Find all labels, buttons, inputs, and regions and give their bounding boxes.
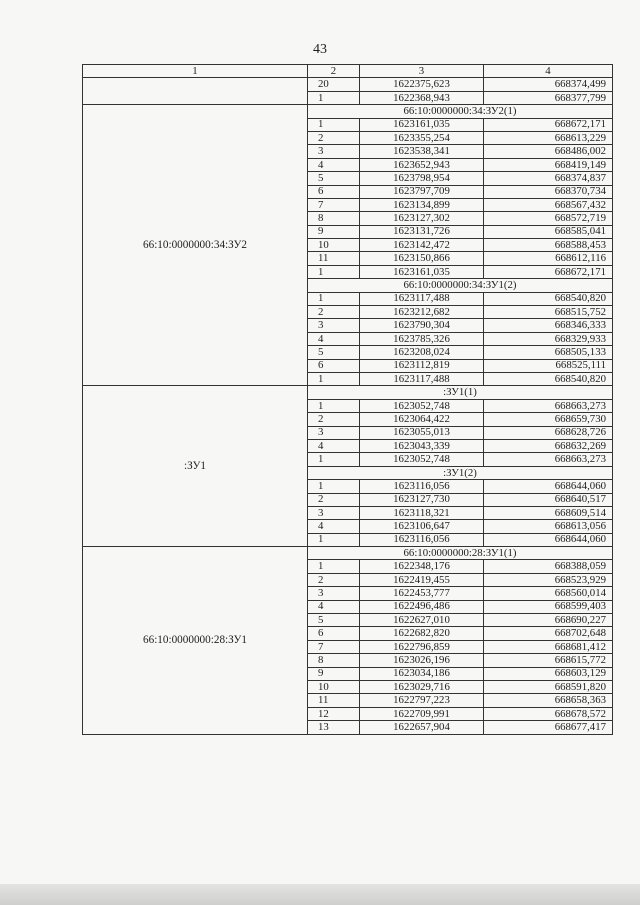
coord-y: 668672,171	[484, 118, 613, 131]
coord-y: 668663,273	[484, 399, 613, 412]
coord-x: 1623134,899	[360, 198, 484, 211]
coord-y: 668632,269	[484, 439, 613, 452]
coord-x: 1623652,943	[360, 158, 484, 171]
coord-y: 668486,002	[484, 145, 613, 158]
coord-x: 1622797,223	[360, 694, 484, 707]
coord-y: 668663,273	[484, 453, 613, 466]
coord-y: 668612,116	[484, 252, 613, 265]
coord-x: 1622419,455	[360, 573, 484, 586]
coord-x: 1622496,486	[360, 600, 484, 613]
coord-y: 668672,171	[484, 265, 613, 278]
point-number: 2	[308, 413, 360, 426]
plot-name: :ЗУ1	[83, 386, 308, 547]
coord-x: 1623355,254	[360, 131, 484, 144]
header-col-3: 3	[360, 65, 484, 78]
point-number: 10	[308, 239, 360, 252]
header-col-2: 2	[308, 65, 360, 78]
coord-x: 1623797,709	[360, 185, 484, 198]
point-number: 7	[308, 640, 360, 653]
point-number: 5	[308, 172, 360, 185]
coord-x: 1623150,866	[360, 252, 484, 265]
coord-x: 1623538,341	[360, 145, 484, 158]
table-header-row	[83, 65, 613, 78]
point-number: 4	[308, 439, 360, 452]
coord-x: 1622348,176	[360, 560, 484, 573]
point-number: 12	[308, 707, 360, 720]
contour-title: 66:10:0000000:28:ЗУ1(1)	[308, 547, 613, 560]
coord-x: 1623034,186	[360, 667, 484, 680]
coord-y: 668613,056	[484, 520, 613, 533]
coord-y: 668329,933	[484, 332, 613, 345]
coord-y: 668515,752	[484, 306, 613, 319]
point-number: 3	[308, 145, 360, 158]
point-number: 13	[308, 721, 360, 734]
coord-y: 668677,417	[484, 721, 613, 734]
point-number: 1	[308, 91, 360, 104]
coord-x: 1623161,035	[360, 265, 484, 278]
coord-y: 668419,149	[484, 158, 613, 171]
coord-x: 1623212,682	[360, 306, 484, 319]
coord-x: 1622709,991	[360, 707, 484, 720]
coord-x: 1623052,748	[360, 399, 484, 412]
coord-x: 1623118,321	[360, 506, 484, 519]
plot-name: 66:10:0000000:28:ЗУ1	[83, 547, 308, 734]
point-number: 11	[308, 694, 360, 707]
point-number: 6	[308, 185, 360, 198]
coord-x: 1622682,820	[360, 627, 484, 640]
coord-y: 668374,837	[484, 172, 613, 185]
coord-y: 668374,499	[484, 78, 613, 91]
coord-y: 668572,719	[484, 212, 613, 225]
coord-x: 1623790,304	[360, 319, 484, 332]
point-number: 4	[308, 332, 360, 345]
coord-x: 1623127,730	[360, 493, 484, 506]
point-number: 1	[308, 118, 360, 131]
coord-y: 668702,648	[484, 627, 613, 640]
coord-y: 668560,014	[484, 587, 613, 600]
coord-x: 1623161,035	[360, 118, 484, 131]
coord-y: 668609,514	[484, 506, 613, 519]
coord-y: 668591,820	[484, 680, 613, 693]
point-number: 1	[308, 533, 360, 546]
coord-y: 668644,060	[484, 533, 613, 546]
plot-name: 66:10:0000000:34:ЗУ2	[83, 105, 308, 386]
point-number: 2	[308, 131, 360, 144]
point-number: 1	[308, 265, 360, 278]
coord-y: 668523,929	[484, 573, 613, 586]
coord-y: 668567,432	[484, 198, 613, 211]
coord-y: 668615,772	[484, 654, 613, 667]
point-number: 5	[308, 346, 360, 359]
coord-x: 1623112,819	[360, 359, 484, 372]
header-col-4: 4	[484, 65, 613, 78]
coord-x: 1623064,422	[360, 413, 484, 426]
coord-y: 668388,059	[484, 560, 613, 573]
table-body	[83, 78, 613, 734]
point-number: 3	[308, 587, 360, 600]
table-row	[83, 78, 613, 91]
coord-y: 668346,333	[484, 319, 613, 332]
point-number: 1	[308, 453, 360, 466]
coord-y: 668370,734	[484, 185, 613, 198]
coord-x: 1623785,326	[360, 332, 484, 345]
coord-y: 668525,111	[484, 359, 613, 372]
coord-x: 1622453,777	[360, 587, 484, 600]
point-number: 9	[308, 667, 360, 680]
point-number: 1	[308, 399, 360, 412]
coord-x: 1623127,302	[360, 212, 484, 225]
coord-x: 1623052,748	[360, 453, 484, 466]
coord-x: 1623106,647	[360, 520, 484, 533]
coord-y: 668681,412	[484, 640, 613, 653]
plot-cell-continued	[83, 78, 308, 105]
point-number: 1	[308, 372, 360, 385]
coord-y: 668540,820	[484, 292, 613, 305]
point-number: 20	[308, 78, 360, 91]
coord-y: 668377,799	[484, 91, 613, 104]
coord-x: 1622368,943	[360, 91, 484, 104]
coord-y: 668658,363	[484, 694, 613, 707]
coord-x: 1623043,339	[360, 439, 484, 452]
point-number: 6	[308, 359, 360, 372]
point-number: 1	[308, 560, 360, 573]
point-number: 8	[308, 654, 360, 667]
coord-x: 1623798,954	[360, 172, 484, 185]
point-number: 3	[308, 426, 360, 439]
coord-x: 1623142,472	[360, 239, 484, 252]
point-number: 4	[308, 520, 360, 533]
coord-x: 1623026,196	[360, 654, 484, 667]
point-number: 4	[308, 158, 360, 171]
coord-y: 668540,820	[484, 372, 613, 385]
coordinates-table	[82, 64, 613, 735]
contour-header-row	[83, 105, 613, 118]
coord-y: 668588,453	[484, 239, 613, 252]
point-number: 6	[308, 627, 360, 640]
point-number: 2	[308, 306, 360, 319]
point-number: 2	[308, 573, 360, 586]
point-number: 1	[308, 480, 360, 493]
coord-y: 668690,227	[484, 614, 613, 627]
coord-x: 1623116,056	[360, 533, 484, 546]
coord-x: 1623117,488	[360, 372, 484, 385]
point-number: 3	[308, 506, 360, 519]
coord-y: 668599,403	[484, 600, 613, 613]
coord-x: 1623055,013	[360, 426, 484, 439]
coord-x: 1622657,904	[360, 721, 484, 734]
point-number: 11	[308, 252, 360, 265]
contour-title: :ЗУ1(1)	[308, 386, 613, 399]
coord-y: 668505,133	[484, 346, 613, 359]
coord-y: 668628,726	[484, 426, 613, 439]
contour-title: 66:10:0000000:34:ЗУ2(1)	[308, 105, 613, 118]
coord-y: 668613,229	[484, 131, 613, 144]
coord-y: 668644,060	[484, 480, 613, 493]
coord-y: 668603,129	[484, 667, 613, 680]
coord-y: 668585,041	[484, 225, 613, 238]
coord-x: 1623029,716	[360, 680, 484, 693]
contour-title: :ЗУ1(2)	[308, 466, 613, 479]
coord-x: 1623117,488	[360, 292, 484, 305]
coord-y: 668640,517	[484, 493, 613, 506]
coord-x: 1623131,726	[360, 225, 484, 238]
point-number: 8	[308, 212, 360, 225]
coord-y: 668678,572	[484, 707, 613, 720]
point-number: 5	[308, 614, 360, 627]
point-number: 7	[308, 198, 360, 211]
contour-header-row	[83, 386, 613, 399]
point-number: 10	[308, 680, 360, 693]
point-number: 4	[308, 600, 360, 613]
coord-x: 1622375,623	[360, 78, 484, 91]
coord-x: 1623116,056	[360, 480, 484, 493]
coord-y: 668659,730	[484, 413, 613, 426]
point-number: 2	[308, 493, 360, 506]
contour-title: 66:10:0000000:34:ЗУ1(2)	[308, 279, 613, 292]
page-bottom-shadow	[0, 884, 640, 905]
point-number: 9	[308, 225, 360, 238]
coord-x: 1622627,010	[360, 614, 484, 627]
contour-header-row	[83, 547, 613, 560]
coord-x: 1622796,859	[360, 640, 484, 653]
point-number: 1	[308, 292, 360, 305]
page-number: 43	[313, 42, 327, 57]
header-col-1: 1	[83, 65, 308, 78]
coord-x: 1623208,024	[360, 346, 484, 359]
point-number: 3	[308, 319, 360, 332]
